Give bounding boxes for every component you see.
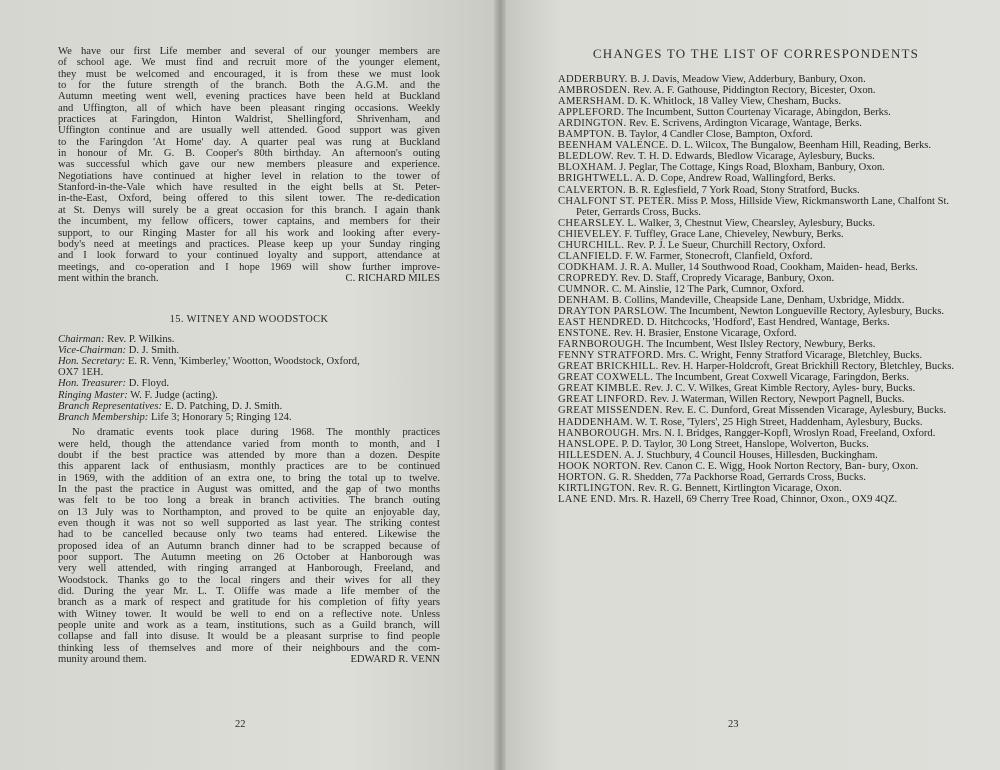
entry-place: CHIEVELEY.: [558, 228, 622, 240]
page-number-right: 23: [728, 719, 739, 730]
text-line: even though it was not so well supported as last year. The striking contest: [58, 517, 440, 529]
correspondent-entry: [558, 284, 954, 295]
correspondent-entry: [558, 173, 954, 184]
officer-value: Life 3; Honorary 5; Ringing 124.: [150, 411, 292, 423]
officer-row: [58, 390, 440, 401]
correspondent-entry: [558, 162, 954, 173]
text-line: on 13 July was to Northampton, and proved to be quite an enjoyable day,: [58, 506, 440, 518]
correspondent-entry: [558, 417, 954, 428]
author-signature: EDWARD R. VENN: [350, 654, 440, 666]
text-line: in-the-East, Oxford, being offered to this silent tower. The re-dedication: [58, 193, 440, 205]
entry-place: DENHAM.: [558, 294, 610, 306]
text-line: and Uffington, all of which have been pleasant ringing occasions. Weekly: [58, 102, 440, 114]
text-line: meetings, and co-operation and I hope 1969 will show further improve-: [58, 261, 440, 273]
correspondent-entry: [558, 450, 954, 461]
text-line: We have our first Life member and several of our younger members are: [58, 46, 440, 57]
text-line: and I look forward to your continued loyalty and support, attendance at: [58, 250, 440, 262]
correspondent-entry: [558, 394, 954, 405]
entry-text: Miss P. Moss, Hillside View, Rickmansworth Lane, Chalfont St. Peter, Gerrards Cross, Bucks.: [576, 195, 950, 218]
text-line: at St. Denys will surely be a great occasion for this branch. I again thank: [58, 204, 440, 216]
right-page: [500, 0, 1000, 770]
correspondent-entry: [558, 196, 954, 218]
entry-text: F. Tuffley, Grace Lane, Chieveley, Newbury, Berks.: [624, 228, 844, 240]
correspondent-entry: [558, 273, 954, 284]
officer-row: [58, 401, 440, 412]
text-line: Uffington continue and are usually well attended. Good support was given: [58, 125, 440, 137]
correspondent-entry: [558, 140, 954, 151]
text-line: was felt to be too long a break in branch activities. The branch outing: [58, 495, 440, 507]
entry-place: BRIGHTWELL.: [558, 173, 633, 185]
entry-text: Rev. H. Harper-Holdcroft, Great Brickhill Rectory, Bletchley, Bucks.: [661, 361, 954, 373]
officer-role: Ringing Master:: [58, 389, 128, 401]
entry-text: The Incumbent, Newton Longueville Rectory, Aylesbury, Bucks.: [669, 306, 945, 318]
entry-text: Rev. J. Waterman, Willen Rectory, Newport Pagnell, Bucks.: [650, 394, 905, 406]
officer-list: [58, 334, 440, 424]
entry-place: BLEDLOW.: [558, 151, 614, 163]
entry-place: HORTON.: [558, 471, 607, 483]
entry-text: B. J. Davis, Meadow View, Adderbury, Banbury, Oxon.: [630, 74, 866, 86]
text-line: very well attended, with ringing arranged at Hanborough, Freeland, and: [58, 563, 440, 575]
entry-place: CUMNOR.: [558, 283, 610, 295]
correspondent-entry: [558, 306, 954, 317]
correspondent-entry: [558, 185, 954, 196]
officer-role: Hon. Secretary:: [58, 355, 126, 367]
section-heading: 15. WITNEY AND WOODSTOCK: [169, 314, 329, 326]
entry-text: Rev. R. G. Bennett, Kirtlington Vicarage, Oxon.: [637, 482, 842, 494]
correspondent-entry: [558, 328, 954, 339]
entry-place: AMERSHAM.: [558, 96, 625, 108]
entry-place: FENNY STRATFORD.: [558, 350, 664, 362]
entry-text: J. R. A. Muller, 14 Southwood Road, Cookham, Maiden- head, Berks.: [620, 261, 918, 273]
text-line: ment within the branch.: [58, 272, 159, 284]
entry-place: CALVERTON.: [558, 184, 626, 196]
entry-place: CODKHAM.: [558, 261, 618, 273]
text-line: doubt if the best practice was attended by more than a dozen. Despite: [58, 449, 440, 461]
entry-place: CHEARSLEY.: [558, 217, 625, 229]
correspondent-entry: [558, 118, 954, 129]
text-line: proposed idea of an Autumn branch dinner had to be scrapped because of: [58, 540, 440, 552]
text-line: Woodstock. Thanks go to the local ringers and their wives for all they: [58, 574, 440, 586]
entry-place: CHURCHILL.: [558, 239, 625, 251]
entry-place: HANSLOPE.: [558, 438, 619, 450]
officer-role: Hon. Treasurer:: [58, 378, 127, 390]
text-line: with Witney tower. It would be well to end on a reflective note. Unless: [58, 608, 440, 620]
officer-value: W. F. Judge (acting).: [130, 389, 218, 401]
entry-place: AMBROSDEN.: [558, 85, 631, 97]
text-line: of school age. We must find and recruit more of the younger element,: [58, 57, 440, 69]
correspondent-entry: [558, 361, 954, 372]
entry-place: BEENHAM VALENCE.: [558, 140, 669, 152]
correspondent-entry: [558, 339, 954, 350]
book-gutter: [494, 0, 506, 770]
officer-role: Vice-Chairman:: [58, 344, 127, 356]
correspondent-entry: [558, 262, 954, 273]
entry-text: Rev. P. J. Le Sueur, Churchill Rectory, Oxford.: [626, 239, 826, 251]
text-line-final: [58, 273, 440, 284]
entry-text: Rev. H. Brasier, Enstone Vicarage, Oxford.: [613, 328, 797, 340]
text-line: In the past the practice in August was omitted, and the gap of two months: [58, 483, 440, 495]
entry-text: F. W. Farmer, Stonecroft, Clanfield, Oxford.: [625, 250, 813, 262]
entry-place: GREAT COXWELL.: [558, 372, 654, 384]
officer-row: [58, 378, 440, 389]
correspondent-entry: [558, 240, 954, 251]
entry-place: EAST HENDRED.: [558, 317, 645, 329]
text-line: branch as a mark of respect and gratitude for his completion of fifty years: [58, 597, 440, 609]
text-line: did. During the year Mr. L. T. Oliffe was made a life member of the: [58, 586, 440, 597]
entry-place: HILLESDEN.: [558, 449, 622, 461]
entry-place: GREAT LINFORD.: [558, 394, 648, 406]
entry-text: The Incumbent, West Ilsley Rectory, Newbury, Berks.: [646, 339, 876, 351]
officer-value: Rev. P. Wilkins.: [107, 333, 175, 345]
entry-text: Rev. Canon C. E. Wigg, Hook Norton Rectory, Ban- bury, Oxon.: [643, 460, 919, 472]
entry-place: GREAT KIMBLE.: [558, 383, 642, 395]
text-line: the incumbent, my fellow officers, tower captains, and members for their: [58, 216, 440, 228]
correspondent-entry: [558, 350, 954, 361]
correspondent-entry: [558, 439, 954, 450]
entry-place: CLANFIELD.: [558, 250, 623, 262]
text-line: munity around them.: [58, 654, 147, 666]
text-line: thinking less of themselves and more of their neighbours and the com-: [58, 642, 440, 654]
correspondent-entry: [558, 317, 954, 328]
entry-text: A. J. Stuchbury, 4 Council Houses, Hillesden, Buckingham.: [623, 449, 878, 461]
text-line: in 1969, with the addition of an extra one, to bring the total up to twelve.: [58, 472, 440, 484]
entry-place: HOOK NORTON.: [558, 460, 641, 472]
entry-text: B. R. Eglesfield, 7 York Road, Stony Stratford, Bucks.: [628, 184, 860, 196]
entry-text: The Incumbent, Great Coxwell Vicarage, Faringdon, Berks.: [655, 372, 910, 384]
correspondent-entry: [558, 85, 954, 96]
entry-text: The Incumbent, Sutton Courtenay Vicarage, Abingdon, Berks.: [626, 107, 891, 119]
page-number-left: 22: [235, 719, 246, 730]
correspondent-entry: [558, 251, 954, 262]
text-line: Autumn meeting went well, evening practices have been held at Buckland: [58, 91, 440, 103]
correspondent-entry: [558, 383, 954, 394]
text-line: collapse and fall into disuse. It would be a pleasant surprise to find people: [58, 631, 440, 643]
officer-row: [58, 345, 440, 356]
correspondent-entry: [558, 107, 954, 118]
officer-role: Chairman:: [58, 333, 105, 345]
intro-report: [58, 46, 440, 284]
entry-text: Mrs. N. I. Bridges, Rangger-Kopfl, Wroslyn Road, Freeland, Oxford.: [641, 427, 936, 439]
correspondent-entry: [558, 218, 954, 229]
correspondent-entry: [558, 494, 954, 505]
entry-place: ADDERBURY.: [558, 74, 628, 86]
officer-value: OX7 1EH.: [58, 367, 104, 379]
officer-row: [58, 356, 440, 367]
text-line: people unite and work as a team, institutions, such as a Guild branch, will: [58, 620, 440, 632]
entry-place: LANE END.: [558, 493, 617, 505]
officer-value: D. J. Smith.: [128, 344, 180, 356]
entry-text: Rev. A. F. Gathouse, Piddington Rectory, Bicester, Oxon.: [632, 85, 876, 97]
text-line: were held, though the attendance varied from month to month, and I: [58, 438, 440, 450]
entry-place: FARNBOROUGH.: [558, 339, 645, 351]
officer-row: [58, 367, 440, 378]
correspondent-entry: [558, 129, 954, 140]
entry-text: Rev. E. C. Dunford, Great Missenden Vicarage, Aylesbury, Bucks.: [665, 405, 947, 417]
entry-place: CROPREDY.: [558, 272, 619, 284]
entry-text: B. Taylor, 4 Candler Close, Bampton, Oxford.: [617, 129, 813, 141]
entry-place: ENSTONE.: [558, 328, 612, 340]
entry-text: D. K. Whitlock, 18 Valley View, Chesham, Bucks.: [627, 96, 842, 108]
correspondent-entry: [558, 428, 954, 439]
correspondents-title: CHANGES TO THE LIST OF CORRESPONDENTS: [592, 46, 920, 61]
author-signature: C. RICHARD MILES: [345, 272, 440, 284]
entry-text: Mrs. R. Hazell, 69 Cherry Tree Road, Chinnor, Oxon., OX9 4QZ.: [618, 493, 898, 505]
entry-text: L. Walker, 3, Chestnut View, Chearsley, Aylesbury, Bucks.: [627, 217, 876, 229]
entry-text: G. R. Shedden, 77a Packhorse Road, Gerrards Cross, Bucks.: [608, 471, 866, 483]
officer-value: D. Floyd.: [128, 378, 170, 390]
entry-place: GREAT BRICKHILL.: [558, 361, 659, 373]
text-line: Negotiations have continued at higher level in relation to the tower of: [58, 170, 440, 182]
text-line: had to be cancelled because only two teams had entered. Likewise the: [58, 529, 440, 541]
correspondent-entry: [558, 74, 954, 85]
officer-role: Branch Membership:: [58, 411, 149, 423]
entry-text: A. D. Cope, Andrew Road, Wallingford, Berks.: [634, 173, 836, 185]
entry-place: CHALFONT ST. PETER.: [558, 195, 675, 207]
officer-value: E. D. Patching, D. J. Smith.: [164, 400, 283, 412]
entry-text: D. L. Wilcox, The Bungalow, Beenham Hill, Reading, Berks.: [671, 140, 932, 152]
text-line: in honour of Mr. G. B. Cooper's 80th birthday. An afternoon's outing: [58, 148, 440, 160]
text-line: to for the future strength of the branch. Both the A.G.M. and the: [58, 80, 440, 92]
text-line: was successful which gave our new members pleasure and experience.: [58, 159, 440, 171]
entry-text: J. Peglar, The Cottage, Kings Road, Bloxham, Banbury, Oxon.: [619, 162, 885, 174]
officer-value: E. R. Venn, 'Kimberley,' Wootton, Woodstock, Oxford,: [127, 355, 360, 367]
entry-place: HANBOROUGH.: [558, 427, 640, 439]
officer-role: Branch Representatives:: [58, 400, 163, 412]
entry-text: B. Collins, Mandeville, Cheapside Lane, Denham, Uxbridge, Middx.: [611, 294, 905, 306]
entry-place: GREAT MISSENDEN.: [558, 405, 663, 417]
text-line: they must be welcomed and encouraged, it is from these we must look: [58, 68, 440, 80]
entry-text: Rev. J. C. V. Wilkes, Great Kimble Rectory, Ayles- bury, Bucks.: [644, 383, 916, 395]
entry-text: Mrs. C. Wright, Fenny Stratford Vicarage, Bletchley, Bucks.: [666, 350, 923, 362]
officer-row: [58, 334, 440, 345]
branch-report: [58, 427, 440, 665]
entry-place: DRAYTON PARSLOW.: [558, 306, 668, 318]
text-line: practices at Faringdon, Hinton Waldrist, Shellingford, Shrivenham, and: [58, 114, 440, 126]
correspondent-entry: [558, 472, 954, 483]
correspondent-entry: [558, 461, 954, 472]
entry-place: HADDENHAM.: [558, 416, 634, 428]
entry-place: ARDINGTON.: [558, 118, 627, 130]
text-line: body's need at meetings and practices. Please keep up your Sunday ringing: [58, 238, 440, 250]
correspondent-entry: [558, 372, 954, 383]
text-line-final: [58, 654, 440, 665]
entry-place: BLOXHAM.: [558, 162, 617, 174]
entry-place: BAMPTON.: [558, 129, 615, 141]
text-line: poor support. The Autumn meeting on 26 October at Hanborough was: [58, 551, 440, 563]
entry-text: Rev. T. H. D. Edwards, Bledlow Vicarage, Aylesbury, Bucks.: [616, 151, 875, 163]
entry-place: KIRTLINGTON.: [558, 482, 636, 494]
correspondent-entry: [558, 295, 954, 306]
entry-text: Rev. E. Scrivens, Ardington Vicarage, Wantage, Berks.: [629, 118, 862, 130]
left-column: [58, 46, 440, 665]
text-line: Stanford-in-the-Vale which have resulted in the eight bells at St. Peter-: [58, 182, 440, 194]
correspondent-entry: [558, 229, 954, 240]
entry-text: C. M. Ainslie, 12 The Park, Cumnor, Oxford.: [611, 283, 805, 295]
entry-text: Rev. D. Staff, Cropredy Vicarage, Banbury, Oxon.: [621, 272, 835, 284]
entry-text: W. T. Rose, 'Tylers', 25 High Street, Haddenham, Aylesbury, Bucks.: [635, 416, 923, 428]
text-line: No dramatic events took place during 1968. The monthly practices: [72, 427, 440, 439]
entry-place: APPLEFORD.: [558, 107, 625, 119]
correspondent-list: [558, 74, 954, 505]
correspondent-entry: [558, 151, 954, 162]
right-column: [558, 48, 954, 505]
correspondent-entry: [558, 96, 954, 107]
entry-text: D. Hitchcocks, 'Hodford', East Hendred, Wantage, Berks.: [646, 317, 890, 329]
text-line: this apparent lack of enthusiasm, monthly practices are to be continued: [58, 461, 440, 473]
text-line: to the Faringdon 'At Home' day. A quarter peal was rung at Buckland: [58, 136, 440, 148]
entry-text: P. D. Taylor, 30 Long Street, Hanslope, Wolverton, Bucks.: [621, 438, 869, 450]
text-line: support, to our Ringing Master for all his work and looking after every-: [58, 227, 440, 239]
officer-row: [58, 412, 440, 423]
correspondent-entry: [558, 405, 954, 416]
correspondent-entry: [558, 483, 954, 494]
